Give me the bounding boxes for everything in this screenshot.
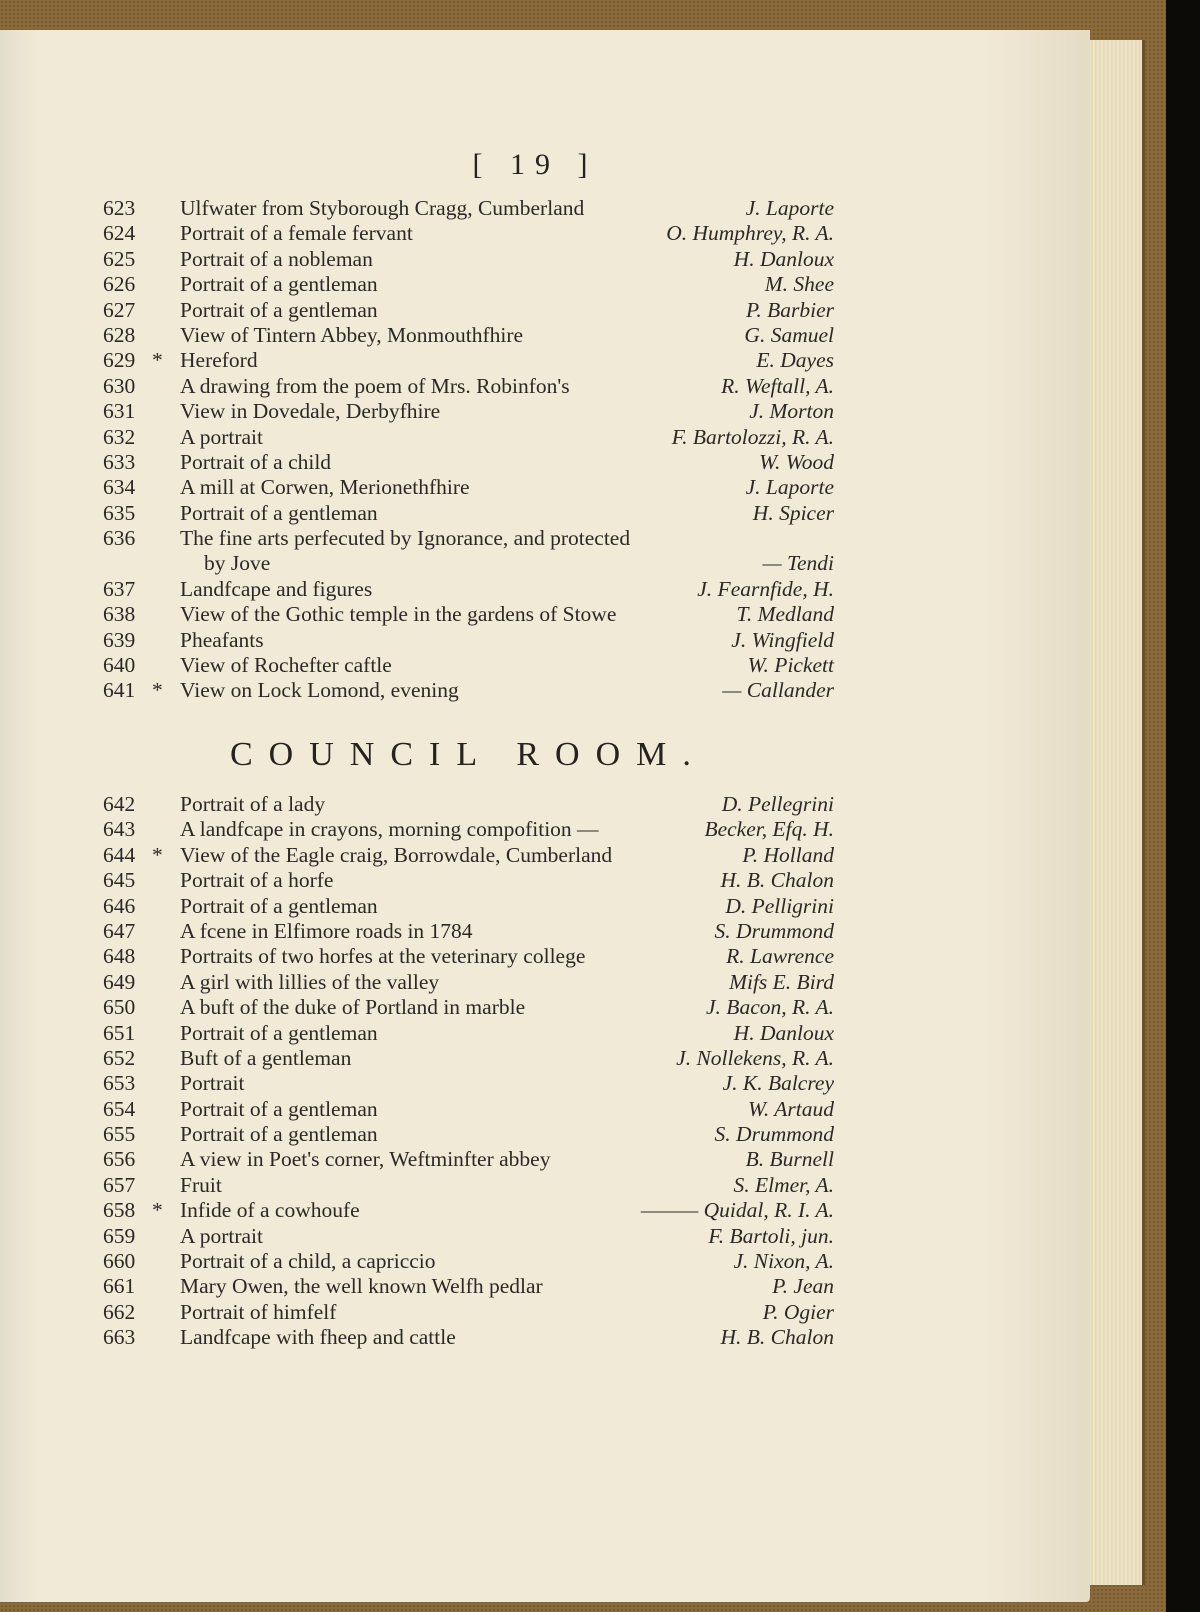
entry-title: View of the Eagle craig, Borrowdale, Cumberland bbox=[180, 842, 613, 867]
catalogue-entry bbox=[0, 425, 1200, 450]
entry-artist: P. Ogier bbox=[762, 1299, 834, 1324]
entry-title: Portrait of a gentleman bbox=[180, 297, 378, 322]
catalogue-entry bbox=[0, 221, 1200, 246]
entry-number: 624 bbox=[103, 221, 136, 246]
entry-title: Portrait of a child, a capriccio bbox=[180, 1249, 436, 1274]
entry-artist: E. Dayes bbox=[756, 348, 834, 373]
entry-artist: J. Wingfield bbox=[731, 627, 834, 652]
entry-number: 647 bbox=[103, 918, 136, 943]
entry-artist: R. Weftall, A. bbox=[721, 373, 834, 398]
entry-number: 659 bbox=[103, 1223, 136, 1248]
entry-number: 640 bbox=[103, 653, 136, 678]
entry-number: 663 bbox=[103, 1325, 136, 1350]
entry-number: 627 bbox=[103, 297, 136, 322]
entry-star: * bbox=[152, 678, 163, 703]
entry-title: View on Lock Lomond, evening bbox=[180, 678, 459, 703]
entry-title: Portrait of a lady bbox=[180, 792, 326, 816]
entry-artist: F. Bartoli, jun. bbox=[708, 1223, 834, 1248]
catalogue-entry bbox=[0, 843, 1200, 868]
entry-title: Buft of a gentleman bbox=[180, 1045, 352, 1070]
entry-artist: J. Laporte bbox=[745, 196, 834, 220]
entry-title: View of Rochefter caftle bbox=[180, 653, 392, 678]
entry-number: 637 bbox=[103, 576, 136, 601]
entry-title: Landfcape with fheep and cattle bbox=[180, 1325, 456, 1350]
entry-artist: H. B. Chalon bbox=[720, 868, 834, 893]
entry-artist: Becker, Efq. H. bbox=[704, 817, 834, 842]
entry-number: 661 bbox=[103, 1274, 136, 1299]
entry-artist: G. Samuel bbox=[744, 322, 834, 347]
entry-number: 638 bbox=[103, 602, 136, 627]
entry-artist: J. Laporte bbox=[745, 475, 834, 500]
catalogue-entry bbox=[0, 323, 1200, 348]
entry-title: Portrait of a nobleman bbox=[180, 246, 373, 271]
entry-number: 662 bbox=[103, 1299, 136, 1324]
entry-artist: J. Morton bbox=[749, 399, 834, 424]
entry-artist: W. Artaud bbox=[747, 1096, 834, 1121]
entry-star: * bbox=[152, 1198, 163, 1223]
entry-artist: H. Spicer bbox=[752, 500, 834, 525]
entry-title: The fine arts perfecuted by Ignorance, and protected bbox=[180, 526, 631, 551]
entry-artist: — Callander bbox=[722, 678, 834, 703]
entry-artist: W. Wood bbox=[759, 449, 834, 474]
entry-number: 625 bbox=[103, 246, 136, 271]
catalogue-entry bbox=[0, 1173, 1200, 1198]
entry-title: View of the Gothic temple in the gardens of Stowe bbox=[180, 602, 617, 627]
catalogue-entry bbox=[0, 1071, 1200, 1096]
entry-title: A landfcape in crayons, morning compofition — bbox=[180, 817, 599, 842]
catalogue-entry bbox=[0, 1224, 1200, 1249]
entry-artist: P. Jean bbox=[772, 1274, 834, 1299]
entry-artist: H. Danloux bbox=[733, 246, 834, 271]
catalogue-entry bbox=[0, 970, 1200, 995]
catalogue-entry bbox=[0, 501, 1200, 526]
entry-artist: S. Drummond bbox=[714, 1122, 834, 1147]
entry-title: View in Dovedale, Derbyfhire bbox=[180, 399, 441, 424]
entry-number: 650 bbox=[103, 995, 136, 1020]
entry-artist: J. Nixon, A. bbox=[733, 1249, 834, 1274]
entry-number: 641 bbox=[103, 678, 136, 703]
catalogue-entry bbox=[0, 653, 1200, 678]
catalogue-entry bbox=[0, 944, 1200, 969]
entry-number: 648 bbox=[103, 944, 136, 969]
entry-number: 629 bbox=[103, 348, 136, 373]
entry-artist: J. Nollekens, R. A. bbox=[676, 1045, 834, 1070]
entry-artist: J. K. Balcrey bbox=[722, 1071, 834, 1096]
entry-title: Hereford bbox=[180, 348, 258, 373]
entry-number: 636 bbox=[103, 526, 136, 551]
catalogue-entry bbox=[0, 577, 1200, 602]
page-header bbox=[0, 148, 1200, 182]
catalogue-entry bbox=[0, 374, 1200, 399]
entry-number: 660 bbox=[103, 1249, 136, 1274]
catalogue-entry bbox=[0, 894, 1200, 919]
catalogue-entry bbox=[0, 475, 1200, 500]
catalogue-entry bbox=[0, 196, 1200, 221]
entry-artist: P. Barbier bbox=[746, 297, 834, 322]
entry-number: 656 bbox=[103, 1147, 136, 1172]
catalogue-entry bbox=[0, 868, 1200, 893]
catalogue-entry bbox=[0, 995, 1200, 1020]
entry-title: Infide of a cowhoufe bbox=[180, 1198, 360, 1223]
entry-star: * bbox=[152, 348, 163, 373]
entry-title: Portrait of a gentleman bbox=[180, 1096, 378, 1121]
catalogue-entry bbox=[0, 792, 1200, 817]
entry-number: 632 bbox=[103, 424, 136, 449]
entry-artist: R. Lawrence bbox=[726, 944, 834, 969]
entry-artist: S. Elmer, A. bbox=[733, 1172, 834, 1197]
entry-title: Pheafants bbox=[180, 627, 264, 652]
entry-title: Portrait of a horfe bbox=[180, 868, 334, 893]
catalogue-entry bbox=[0, 817, 1200, 842]
entry-title: Portrait of a gentleman bbox=[180, 1122, 378, 1147]
catalogue-entry bbox=[0, 551, 1200, 576]
entry-number: 643 bbox=[103, 817, 136, 842]
catalogue-entry bbox=[0, 348, 1200, 373]
entry-number: 658 bbox=[103, 1198, 136, 1223]
entry-title: A portrait bbox=[180, 424, 263, 449]
entry-artist: H. Danloux bbox=[733, 1020, 834, 1045]
catalogue-entry bbox=[0, 399, 1200, 424]
entry-number: 653 bbox=[103, 1071, 136, 1096]
entry-star: * bbox=[152, 842, 163, 867]
entry-artist: D. Pellegrini bbox=[721, 792, 834, 816]
entry-number: 651 bbox=[103, 1020, 136, 1045]
entry-title: Portraits of two horfes at the veterinary college bbox=[180, 944, 586, 969]
catalogue-entry bbox=[0, 526, 1200, 551]
entry-number: 649 bbox=[103, 969, 136, 994]
catalogue-entry bbox=[0, 678, 1200, 703]
entry-number: 623 bbox=[103, 196, 136, 220]
entry-artist: O. Humphrey, R. A. bbox=[666, 221, 834, 246]
entry-artist: Mifs E. Bird bbox=[729, 969, 834, 994]
catalogue-entry bbox=[0, 1046, 1200, 1071]
entry-title: Portrait of a gentleman bbox=[180, 1020, 378, 1045]
entry-artist: P. Holland bbox=[742, 842, 834, 867]
entry-number: 639 bbox=[103, 627, 136, 652]
entry-artist: M. Shee bbox=[764, 272, 834, 297]
entry-number: 626 bbox=[103, 272, 136, 297]
catalogue-entry bbox=[0, 1097, 1200, 1122]
entry-number: 631 bbox=[103, 399, 136, 424]
catalogue-list-bottom bbox=[0, 792, 1200, 1351]
catalogue-entry bbox=[0, 1300, 1200, 1325]
entry-number: 657 bbox=[103, 1172, 136, 1197]
entry-title: Portrait of a gentleman bbox=[180, 272, 378, 297]
entry-artist: H. B. Chalon bbox=[720, 1325, 834, 1350]
entry-title: Portrait of a gentleman bbox=[180, 893, 378, 918]
catalogue-entry bbox=[0, 919, 1200, 944]
entry-title: A fcene in Elfimore roads in 1784 bbox=[180, 918, 473, 943]
catalogue-entry bbox=[0, 1274, 1200, 1299]
catalogue-entry bbox=[0, 1122, 1200, 1147]
entry-title: Portrait of a child bbox=[180, 449, 332, 474]
catalogue-entry bbox=[0, 272, 1200, 297]
section-heading-text: COUNCIL ROOM. bbox=[230, 736, 707, 773]
catalogue-entry bbox=[0, 628, 1200, 653]
page-number: [ 19 ] bbox=[472, 148, 598, 181]
entry-title: Landfcape and figures bbox=[180, 576, 373, 601]
entry-number: 630 bbox=[103, 373, 136, 398]
entry-title: A mill at Corwen, Merionethfhire bbox=[180, 475, 470, 500]
catalogue-entry bbox=[0, 602, 1200, 627]
entry-title: View of Tintern Abbey, Monmouthfhire bbox=[180, 322, 524, 347]
catalogue-entry bbox=[0, 1021, 1200, 1046]
entry-title: by Jove bbox=[204, 551, 271, 576]
entry-number: 646 bbox=[103, 893, 136, 918]
entry-number: 642 bbox=[103, 792, 136, 816]
entry-title: Fruit bbox=[180, 1172, 222, 1197]
entry-number: 645 bbox=[103, 868, 136, 893]
entry-artist: — Tendi bbox=[762, 551, 834, 576]
catalogue-entry bbox=[0, 1198, 1200, 1223]
entry-number: 655 bbox=[103, 1122, 136, 1147]
entry-artist: D. Pelligrini bbox=[725, 893, 834, 918]
entry-number: 654 bbox=[103, 1096, 136, 1121]
entry-number: 644 bbox=[103, 842, 136, 867]
catalogue-list-top bbox=[0, 196, 1200, 704]
entry-artist: S. Drummond bbox=[714, 918, 834, 943]
catalogue-entry bbox=[0, 450, 1200, 475]
entry-title: Portrait of himfelf bbox=[180, 1299, 337, 1324]
entry-title: Portrait of a female fervant bbox=[180, 221, 413, 246]
catalogue-entry bbox=[0, 298, 1200, 323]
catalogue-entry bbox=[0, 1325, 1200, 1350]
entry-number: 652 bbox=[103, 1045, 136, 1070]
entry-title: Mary Owen, the well known Welfh pedlar bbox=[180, 1274, 543, 1299]
entry-artist: W. Pickett bbox=[747, 653, 834, 678]
entry-title: A view in Poet's corner, Weftminfter abbey bbox=[180, 1147, 551, 1172]
entry-artist: T. Medland bbox=[736, 602, 834, 627]
entry-title: Ulfwater from Styborough Cragg, Cumberland bbox=[180, 196, 585, 220]
entry-artist: J. Fearnfide, H. bbox=[697, 576, 834, 601]
entry-title: A girl with lillies of the valley bbox=[180, 969, 440, 994]
entry-number: 628 bbox=[103, 322, 136, 347]
entry-artist: B. Burnell bbox=[745, 1147, 834, 1172]
entry-artist: J. Bacon, R. A. bbox=[706, 995, 834, 1020]
catalogue-entry bbox=[0, 247, 1200, 272]
catalogue-entry bbox=[0, 1147, 1200, 1172]
catalogue-entry bbox=[0, 1249, 1200, 1274]
entry-title: A buft of the duke of Portland in marble bbox=[180, 995, 526, 1020]
entry-title: A drawing from the poem of Mrs. Robinfon's bbox=[180, 373, 570, 398]
entry-title: Portrait of a gentleman bbox=[180, 500, 378, 525]
entry-title: Portrait bbox=[180, 1071, 245, 1096]
entry-artist: ——— Quidal, R. I. A. bbox=[640, 1198, 834, 1223]
entry-title: A portrait bbox=[180, 1223, 263, 1248]
entry-artist: F. Bartolozzi, R. A. bbox=[671, 424, 834, 449]
entry-number: 633 bbox=[103, 449, 136, 474]
entry-number: 634 bbox=[103, 475, 136, 500]
entry-number: 635 bbox=[103, 500, 136, 525]
